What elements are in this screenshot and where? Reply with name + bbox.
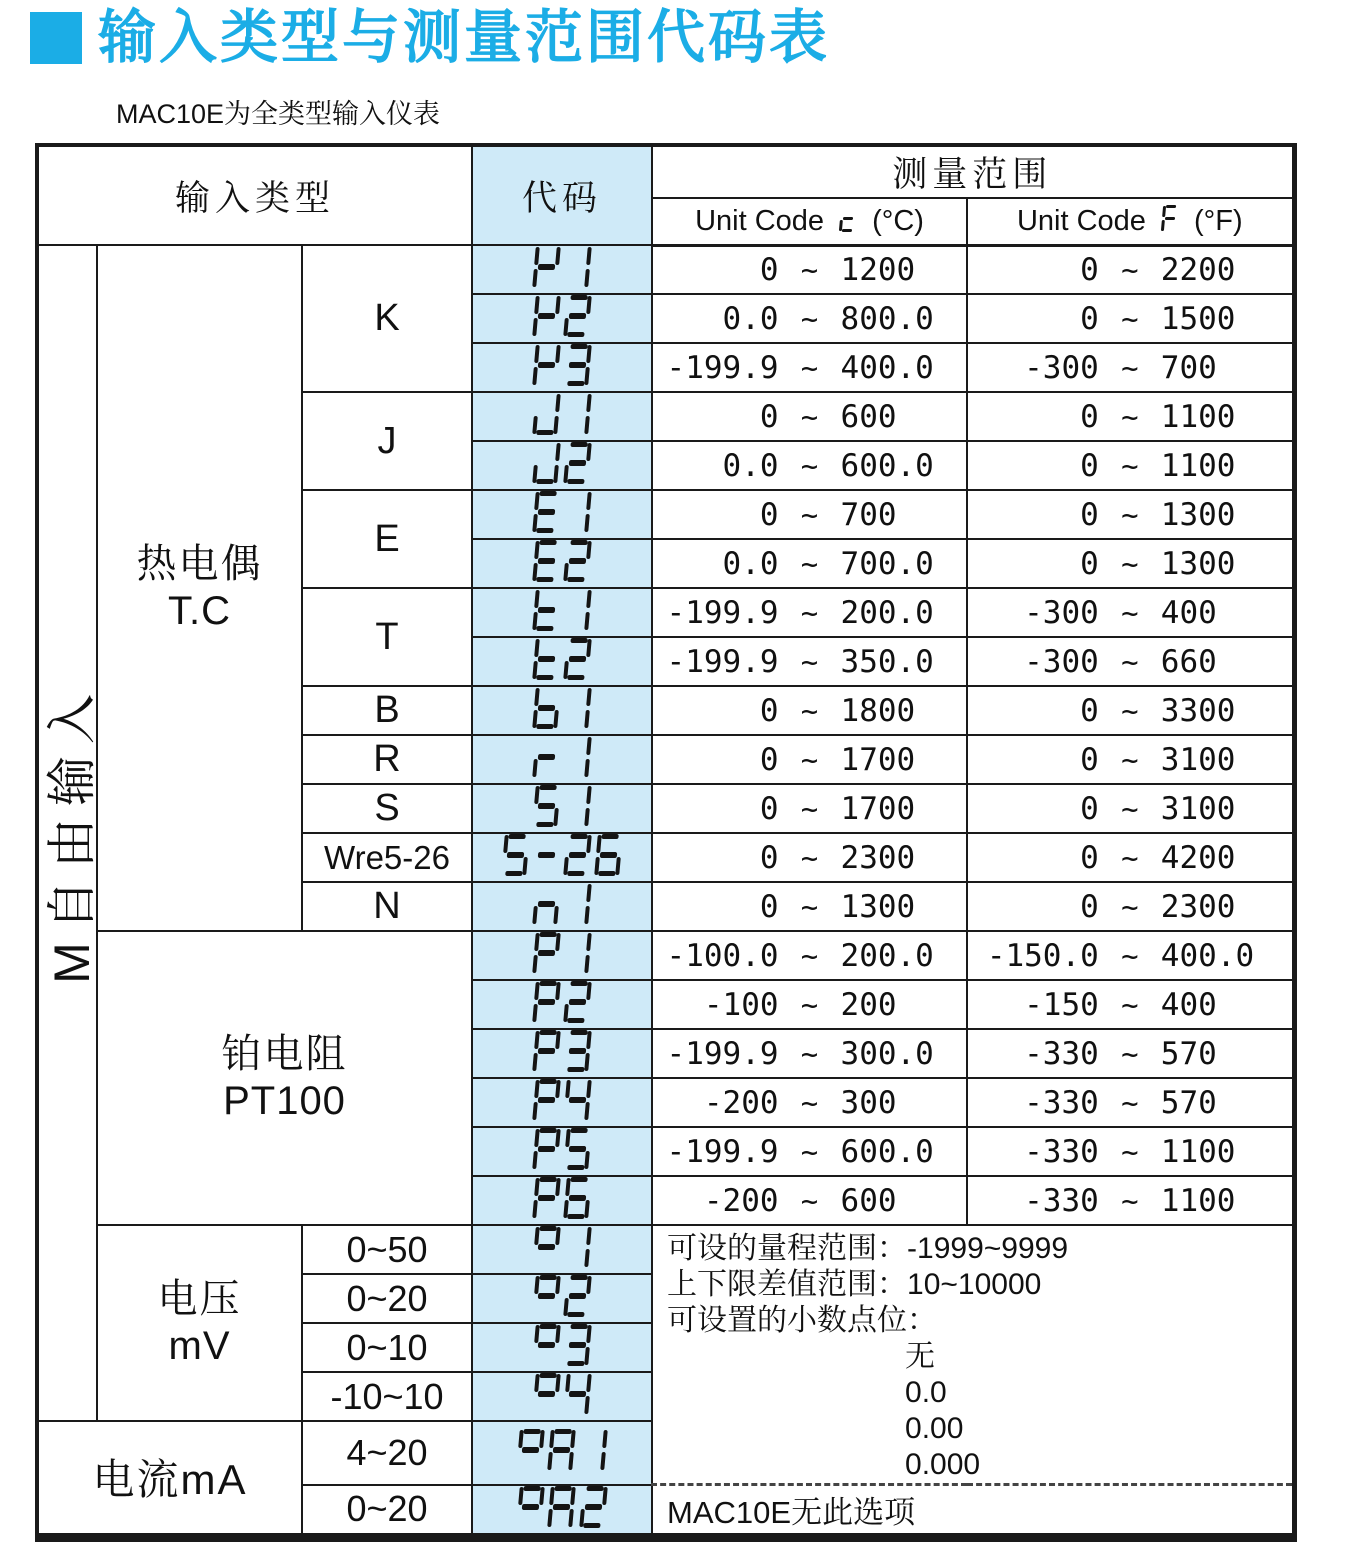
range-high: 600: [840, 1182, 897, 1219]
range-low: -200: [703, 1182, 779, 1219]
fahrenheit-suffix: (°F): [1193, 204, 1243, 237]
code-7seg: [531, 1177, 593, 1219]
range-high: 1700: [840, 790, 916, 827]
range-tilde: ~: [1121, 252, 1139, 287]
code-7seg: [531, 1079, 593, 1121]
range-high: 1800: [840, 692, 916, 729]
range-celsius-cell: [652, 392, 967, 441]
range-high: 1100: [1160, 398, 1236, 435]
range-tilde: ~: [800, 938, 819, 973]
range-low: -300: [1024, 349, 1099, 386]
code-cell: [472, 882, 652, 931]
code-7seg: [515, 1486, 608, 1528]
range-tilde: ~: [1121, 987, 1139, 1022]
range-tilde: ~: [1121, 1085, 1139, 1120]
range-low: 0: [759, 398, 779, 435]
range-high: 350.0: [840, 643, 934, 680]
range-low: 0.0: [722, 447, 779, 484]
range-tilde: ~: [800, 742, 819, 777]
type-cell-T: T: [302, 588, 472, 686]
group-cell-voltage: [97, 1225, 302, 1421]
range-tilde: ~: [1121, 1134, 1139, 1169]
range-tilde: ~: [1121, 791, 1139, 826]
code-cell: [472, 1078, 652, 1127]
code-7seg: [531, 1373, 593, 1415]
range-low: -300: [1024, 643, 1099, 680]
range-high: 1700: [840, 741, 916, 778]
range-tilde: ~: [800, 1036, 819, 1071]
range-high: 1500: [1160, 300, 1236, 337]
page-subtitle: MAC10E为全类型输入仪表: [116, 99, 441, 129]
range-high: 200.0: [840, 937, 934, 974]
range-tilde: ~: [800, 448, 819, 483]
code-cell: [472, 343, 652, 392]
range-fahrenheit-cell: [967, 637, 1294, 686]
range-tilde: ~: [800, 791, 819, 826]
type-cell-4-20: 4~20: [302, 1421, 472, 1485]
code-7seg: [531, 1128, 593, 1170]
range-fahrenheit-cell: [967, 1078, 1294, 1127]
group-sublabel: mV: [168, 1324, 231, 1368]
range-celsius-cell: [652, 294, 967, 343]
range-fahrenheit-cell: [967, 735, 1294, 784]
code-cell: [472, 588, 652, 637]
range-tilde: ~: [1121, 595, 1139, 630]
type-cell-K: K: [302, 245, 472, 392]
range-tilde: ~: [1121, 840, 1139, 875]
range-low: 0: [759, 251, 779, 288]
range-celsius-cell: [652, 441, 967, 490]
range-low: 0: [1080, 300, 1099, 337]
range-high: 2300: [1160, 888, 1236, 925]
range-celsius-cell: [652, 882, 967, 931]
range-celsius-cell: [652, 245, 967, 294]
range-fahrenheit-cell: [967, 294, 1294, 343]
range-celsius-cell: [652, 1127, 967, 1176]
code-cell: [472, 392, 652, 441]
celsius-suffix: (°C): [872, 204, 924, 237]
range-tilde: ~: [800, 1183, 819, 1218]
range-fahrenheit-cell: [967, 784, 1294, 833]
type-cell-neg10-10: -10~10: [302, 1372, 472, 1421]
range-fahrenheit-cell: [967, 1176, 1294, 1225]
range-low: 0: [1080, 496, 1099, 533]
range-low: -200: [703, 1084, 779, 1121]
range-celsius-cell: [652, 1078, 967, 1127]
range-low: 0: [1080, 888, 1099, 925]
range-fahrenheit-cell: [967, 931, 1294, 980]
range-tilde: ~: [1121, 889, 1139, 924]
group-cell-thermocouple: [97, 245, 302, 931]
type-cell-J: J: [302, 392, 472, 490]
range-low: -330: [1024, 1084, 1099, 1121]
code-7seg: [531, 295, 593, 337]
code-7seg: [531, 540, 593, 582]
code-cell: [472, 931, 652, 980]
range-high: 3100: [1160, 741, 1236, 778]
code-7seg: [531, 638, 593, 680]
range-high: 1100: [1160, 1133, 1236, 1170]
range-low: -199.9: [666, 643, 779, 680]
range-high: 3300: [1160, 692, 1236, 729]
range-low: -150: [1024, 986, 1099, 1023]
range-low: 0: [1080, 839, 1099, 876]
range-low: 0: [1080, 545, 1099, 582]
range-tilde: ~: [1121, 644, 1139, 679]
code-cell: [472, 735, 652, 784]
range-tilde: ~: [800, 301, 819, 336]
info-line-decimal: 可设置的小数点位：: [667, 1304, 938, 1337]
group-cell-current: 电流mA: [37, 1421, 302, 1537]
range-low: -199.9: [666, 1133, 779, 1170]
range-fahrenheit-cell: [967, 343, 1294, 392]
code-cell: [472, 1323, 652, 1372]
range-celsius-cell: [652, 980, 967, 1029]
range-celsius-cell: [652, 686, 967, 735]
range-fahrenheit-cell: [967, 686, 1294, 735]
range-high: 2200: [1160, 251, 1236, 288]
range-tilde: ~: [800, 1085, 819, 1120]
range-low: 0: [1080, 692, 1099, 729]
range-high: 200.0: [840, 594, 934, 631]
code-7seg: [531, 442, 593, 484]
mac10e-note: MAC10E无此选项: [652, 1485, 1294, 1538]
unit-code-label: Unit Code: [1016, 204, 1146, 237]
range-fahrenheit-cell: [967, 490, 1294, 539]
type-cell-S: S: [302, 784, 472, 833]
table-row: [37, 1225, 1294, 1274]
range-high: 570: [1160, 1035, 1217, 1072]
code-7seg: [500, 834, 624, 876]
linear-range-info-cell: [652, 1225, 1294, 1485]
code-cell: [472, 539, 652, 588]
code-7seg: [531, 1275, 593, 1317]
range-high: 200: [840, 986, 897, 1023]
range-low: -330: [1024, 1035, 1099, 1072]
input-type-code-table: [35, 143, 1297, 1542]
range-high: 300.0: [840, 1035, 934, 1072]
range-tilde: ~: [1121, 742, 1139, 777]
range-fahrenheit-cell: [967, 1127, 1294, 1176]
code-7seg: [531, 736, 593, 778]
range-high: 600.0: [840, 1133, 934, 1170]
range-fahrenheit-cell: [967, 441, 1294, 490]
group-sublabel: T.C: [168, 589, 231, 633]
range-high: 3100: [1160, 790, 1236, 827]
section-bullet-icon: [30, 12, 82, 64]
range-high: 300: [840, 1084, 897, 1121]
range-high: 660: [1160, 643, 1217, 680]
code-cell: [472, 686, 652, 735]
range-low: 0: [1080, 741, 1099, 778]
code-7seg: [531, 1324, 593, 1366]
code-7seg: [531, 981, 593, 1023]
unit-code-label: Unit Code: [695, 204, 825, 237]
range-high: 400.0: [840, 349, 934, 386]
range-tilde: ~: [1121, 350, 1139, 385]
range-low: -330: [1024, 1182, 1099, 1219]
range-low: -199.9: [666, 349, 779, 386]
range-low: 0: [759, 496, 779, 533]
range-tilde: ~: [800, 1134, 819, 1169]
range-high: 1100: [1160, 1182, 1236, 1219]
code-7seg: [531, 785, 593, 827]
code-7seg: [531, 393, 593, 435]
range-high: 400: [1160, 986, 1217, 1023]
range-tilde: ~: [800, 252, 819, 287]
type-cell-0-10: 0~10: [302, 1323, 472, 1372]
range-tilde: ~: [800, 889, 819, 924]
type-cell-N: N: [302, 882, 472, 931]
range-low: -199.9: [666, 594, 779, 631]
range-high: 1200: [840, 251, 916, 288]
code-7seg: [531, 589, 593, 631]
code-7seg: [531, 1226, 593, 1268]
section-title-row: [30, 6, 830, 70]
range-low: 0: [759, 839, 779, 876]
range-low: 0.0: [722, 300, 779, 337]
range-fahrenheit-cell: [967, 882, 1294, 931]
code-7seg: [515, 1429, 608, 1471]
code-cell: [472, 490, 652, 539]
code-cell: [472, 1372, 652, 1421]
header-code: 代码: [472, 145, 652, 245]
vertical-header-cell: [37, 245, 100, 1421]
code-cell: [472, 245, 652, 294]
range-tilde: ~: [800, 693, 819, 728]
celsius-7seg-icon: [838, 205, 858, 232]
range-tilde: ~: [1121, 399, 1139, 434]
range-low: 0: [1080, 251, 1099, 288]
header-unit-fahrenheit: [967, 198, 1294, 245]
code-cell: [472, 1176, 652, 1225]
range-tilde: ~: [1121, 1036, 1139, 1071]
info-line-hilo: 上下限差值范围：10~10000: [667, 1268, 1042, 1301]
range-low: 0: [1080, 398, 1099, 435]
info-line-span: 可设的量程范围：-1999~9999: [667, 1232, 1069, 1265]
range-low: -100: [703, 986, 779, 1023]
range-celsius-cell: [652, 490, 967, 539]
range-tilde: ~: [800, 350, 819, 385]
range-fahrenheit-cell: [967, 539, 1294, 588]
range-tilde: ~: [800, 987, 819, 1022]
code-cell: [472, 980, 652, 1029]
code-cell: [472, 1029, 652, 1078]
range-high: 400: [1160, 594, 1217, 631]
range-high: 1300: [1160, 545, 1236, 582]
code-7seg: [531, 883, 593, 925]
code-cell: [472, 637, 652, 686]
range-celsius-cell: [652, 588, 967, 637]
range-tilde: ~: [800, 399, 819, 434]
range-high: 1300: [840, 888, 916, 925]
group-sublabel: PT100: [223, 1079, 346, 1123]
group-label: 电压: [157, 1276, 242, 1321]
code-7seg: [531, 932, 593, 974]
range-celsius-cell: [652, 735, 967, 784]
range-celsius-cell: [652, 784, 967, 833]
range-high: 600: [840, 398, 897, 435]
code-cell: [472, 1485, 652, 1538]
range-celsius-cell: [652, 539, 967, 588]
code-cell: [472, 1421, 652, 1485]
type-cell-B: B: [302, 686, 472, 735]
range-celsius-cell: [652, 637, 967, 686]
decimal-option: 0.0: [905, 1376, 947, 1409]
code-7seg: [531, 687, 593, 729]
range-celsius-cell: [652, 1029, 967, 1078]
range-high: 700: [1160, 349, 1217, 386]
type-cell-Wre5-26: Wre5-26: [302, 833, 472, 882]
code-cell: [472, 1225, 652, 1274]
range-high: 800.0: [840, 300, 934, 337]
header-range: 测量范围: [652, 145, 1294, 198]
type-cell-E: E: [302, 490, 472, 588]
range-high: 2300: [840, 839, 916, 876]
range-tilde: ~: [1121, 546, 1139, 581]
range-low: -199.9: [666, 1035, 779, 1072]
range-high: 1100: [1160, 447, 1236, 484]
range-fahrenheit-cell: [967, 588, 1294, 637]
range-low: 0: [759, 692, 779, 729]
header-input-type: 输入类型: [37, 145, 472, 245]
type-cell-0-20mv: 0~20: [302, 1274, 472, 1323]
code-cell: [472, 441, 652, 490]
range-low: 0: [1080, 447, 1099, 484]
range-high: 700: [840, 496, 897, 533]
range-tilde: ~: [1121, 693, 1139, 728]
code-7seg: [531, 491, 593, 533]
decimal-option: 无: [905, 1340, 936, 1373]
code-7seg: [531, 1030, 593, 1072]
range-low: 0: [1080, 790, 1099, 827]
table-row: [37, 245, 1294, 294]
code-cell: [472, 294, 652, 343]
range-low: 0: [759, 790, 779, 827]
range-high: 570: [1160, 1084, 1217, 1121]
page-title: 输入类型与测量范围代码表: [98, 5, 831, 70]
range-low: 0.0: [722, 545, 779, 582]
decimal-options: [905, 1339, 1292, 1483]
range-fahrenheit-cell: [967, 1029, 1294, 1078]
group-cell-pt100: [97, 931, 472, 1225]
range-tilde: ~: [1121, 301, 1139, 336]
range-low: -150.0: [986, 937, 1099, 974]
free-input-label: M自由输入: [43, 682, 100, 984]
range-tilde: ~: [800, 595, 819, 630]
range-celsius-cell: [652, 1176, 967, 1225]
range-tilde: ~: [800, 840, 819, 875]
code-cell: [472, 1274, 652, 1323]
range-celsius-cell: [652, 343, 967, 392]
range-tilde: ~: [1121, 497, 1139, 532]
range-low: 0: [759, 888, 779, 925]
range-celsius-cell: [652, 931, 967, 980]
range-low: -300: [1024, 594, 1099, 631]
range-low: -330: [1024, 1133, 1099, 1170]
table-row: [37, 931, 1294, 980]
range-high: 1300: [1160, 496, 1236, 533]
range-tilde: ~: [1121, 938, 1139, 973]
range-tilde: ~: [800, 497, 819, 532]
range-low: 0: [759, 741, 779, 778]
decimal-option: 0.000: [905, 1448, 981, 1481]
group-label: 热电偶: [136, 541, 263, 586]
type-cell-R: R: [302, 735, 472, 784]
range-high: 700.0: [840, 545, 934, 582]
type-cell-0-20ma: 0~20: [302, 1485, 472, 1538]
fahrenheit-7seg-icon: [1160, 205, 1180, 232]
range-fahrenheit-cell: [967, 245, 1294, 294]
range-high: 4200: [1160, 839, 1236, 876]
range-fahrenheit-cell: [967, 980, 1294, 1029]
group-label: 铂电阻: [221, 1031, 348, 1076]
range-fahrenheit-cell: [967, 392, 1294, 441]
range-fahrenheit-cell: [967, 833, 1294, 882]
code-cell: [472, 1127, 652, 1176]
code-cell: [472, 833, 652, 882]
range-high: 600.0: [840, 447, 934, 484]
range-low: -100.0: [666, 937, 779, 974]
range-celsius-cell: [652, 833, 967, 882]
header-unit-celsius: [652, 198, 967, 245]
range-tilde: ~: [800, 546, 819, 581]
decimal-option: 0.00: [905, 1412, 964, 1445]
range-tilde: ~: [800, 644, 819, 679]
code-cell: [472, 784, 652, 833]
range-high: 400.0: [1160, 937, 1255, 974]
range-tilde: ~: [1121, 448, 1139, 483]
code-7seg: [531, 344, 593, 386]
type-cell-0-50: 0~50: [302, 1225, 472, 1274]
code-7seg: [531, 246, 593, 288]
range-tilde: ~: [1121, 1183, 1139, 1218]
